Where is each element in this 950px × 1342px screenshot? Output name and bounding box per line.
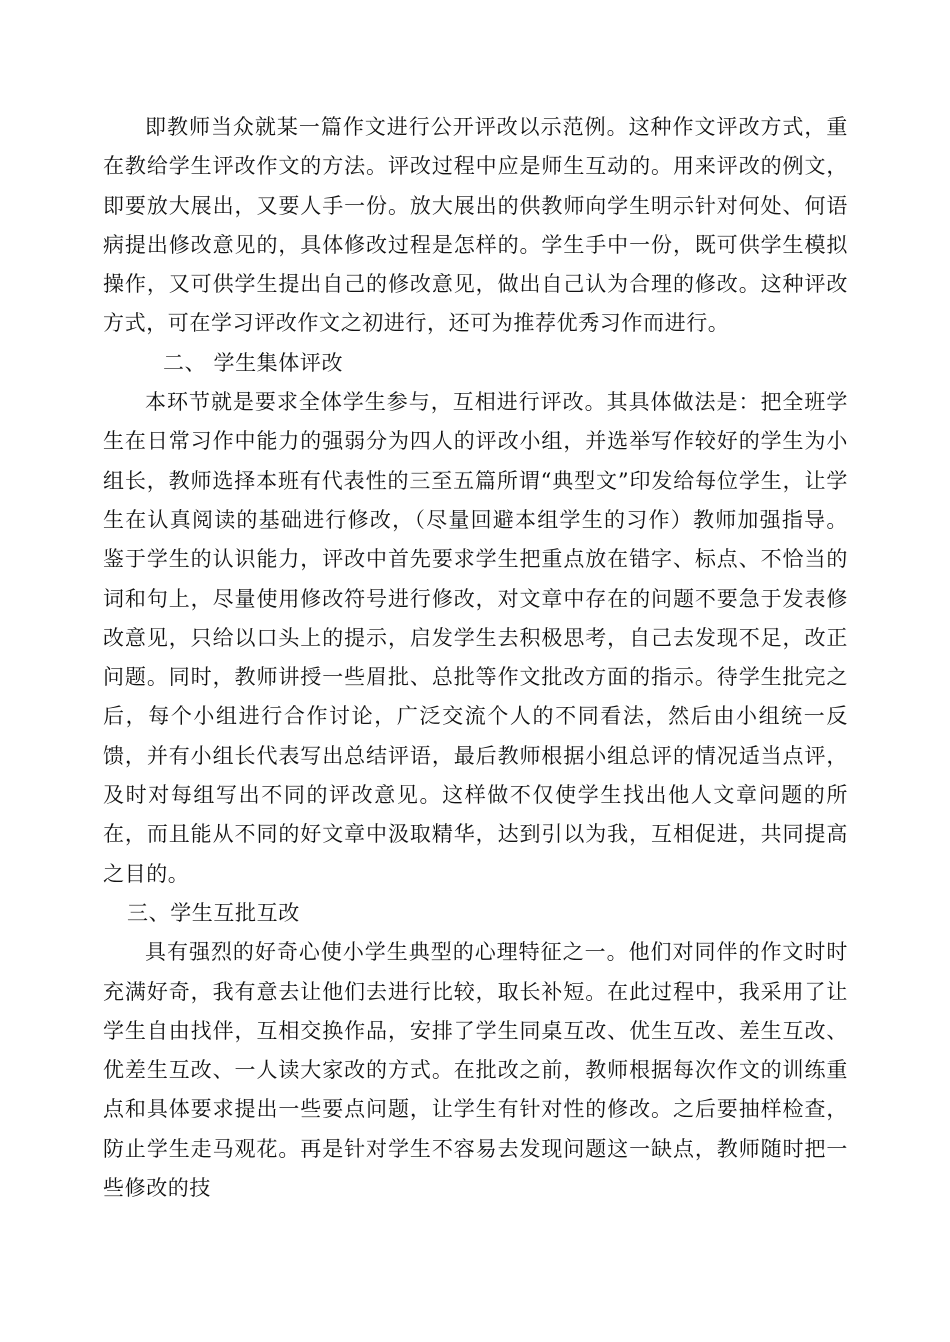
paragraph-model-review: 即教师当众就某一篇作文进行公开评改以示范例。这种作文评改方式，重在教给学生评改作文的方法。评改过程中应是师生互动的。用来评改的例文，即要放大展出，又要人手一份。放大展出的供教师向学生明示针对何处、何语病提出修改意见的，具体修改过程是怎样的。学生手中一份，既可供学生模拟操作，又可供学生提出自己的修改意见，做出自己认为合理的修改。这种评改方式，可在学习评改作文之初进行，还可为推荐优秀习作而进行。 [103, 115, 848, 336]
paragraph-group-review: 本环节就是要求全体学生参与，互相进行评改。其具体做法是：把全班学生在日常习作中能力的强弱分为四人的评改小组，并选举写作较好的学生为小组长，教师选择本班有代表性的三至五篇所谓“典型文”印发给每位学生，让学生在认真阅读的基础进行修改，（尽量回避本组学生的习作）教师加强指导。鉴于学生的认识能力，评改中首先要求学生把重点放在错字、标点、不恰当的词和句上，尽量使用修改符号进行修改，对文章中存在的问题不要急于发表修改意见，只给以口头上的提示，启发学生去积极思考，自己去发现不足，改正问题。同时，教师讲授一些眉批、总批等作文批改方面的指示。待学生批完之后，每个小组进行合作讨论，广泛交流个人的不同看法，然后由小组统一反馈，并有小组长代表写出总结评语，最后教师根据小组总评的情况适当点评，及时对每组写出不同的评改意见。这样做不仅使学生找出他人文章问题的所在，而且能从不同的好文章中汲取精华，达到引以为我，互相促进，共同提高之目的。 [103, 390, 848, 886]
section-heading-group-review: 二、 学生集体评改 [163, 350, 344, 375]
document-body [103, 108, 848, 1208]
paragraph-peer-review: 具有强烈的好奇心使小学生典型的心理特征之一。他们对同伴的作文时时充满好奇，我有意去让他们去进行比较，取长补短。在此过程中，我采用了让学生自由找伴，互相交换作品，安排了学生同桌互改、优生互改、差生互改、优差生互改、一人读大家改的方式。在批改之前，教师根据每次作文的训练重点和具体要求提出一些要点问题，让学生有针对性的修改。之后要抽样检查，防止学生走马观花。再是针对学生不容易去发现问题这一缺点，教师随时把一些修改的技 [103, 940, 848, 1201]
section-heading-peer-review: 三、学生互批互改 [127, 900, 300, 925]
